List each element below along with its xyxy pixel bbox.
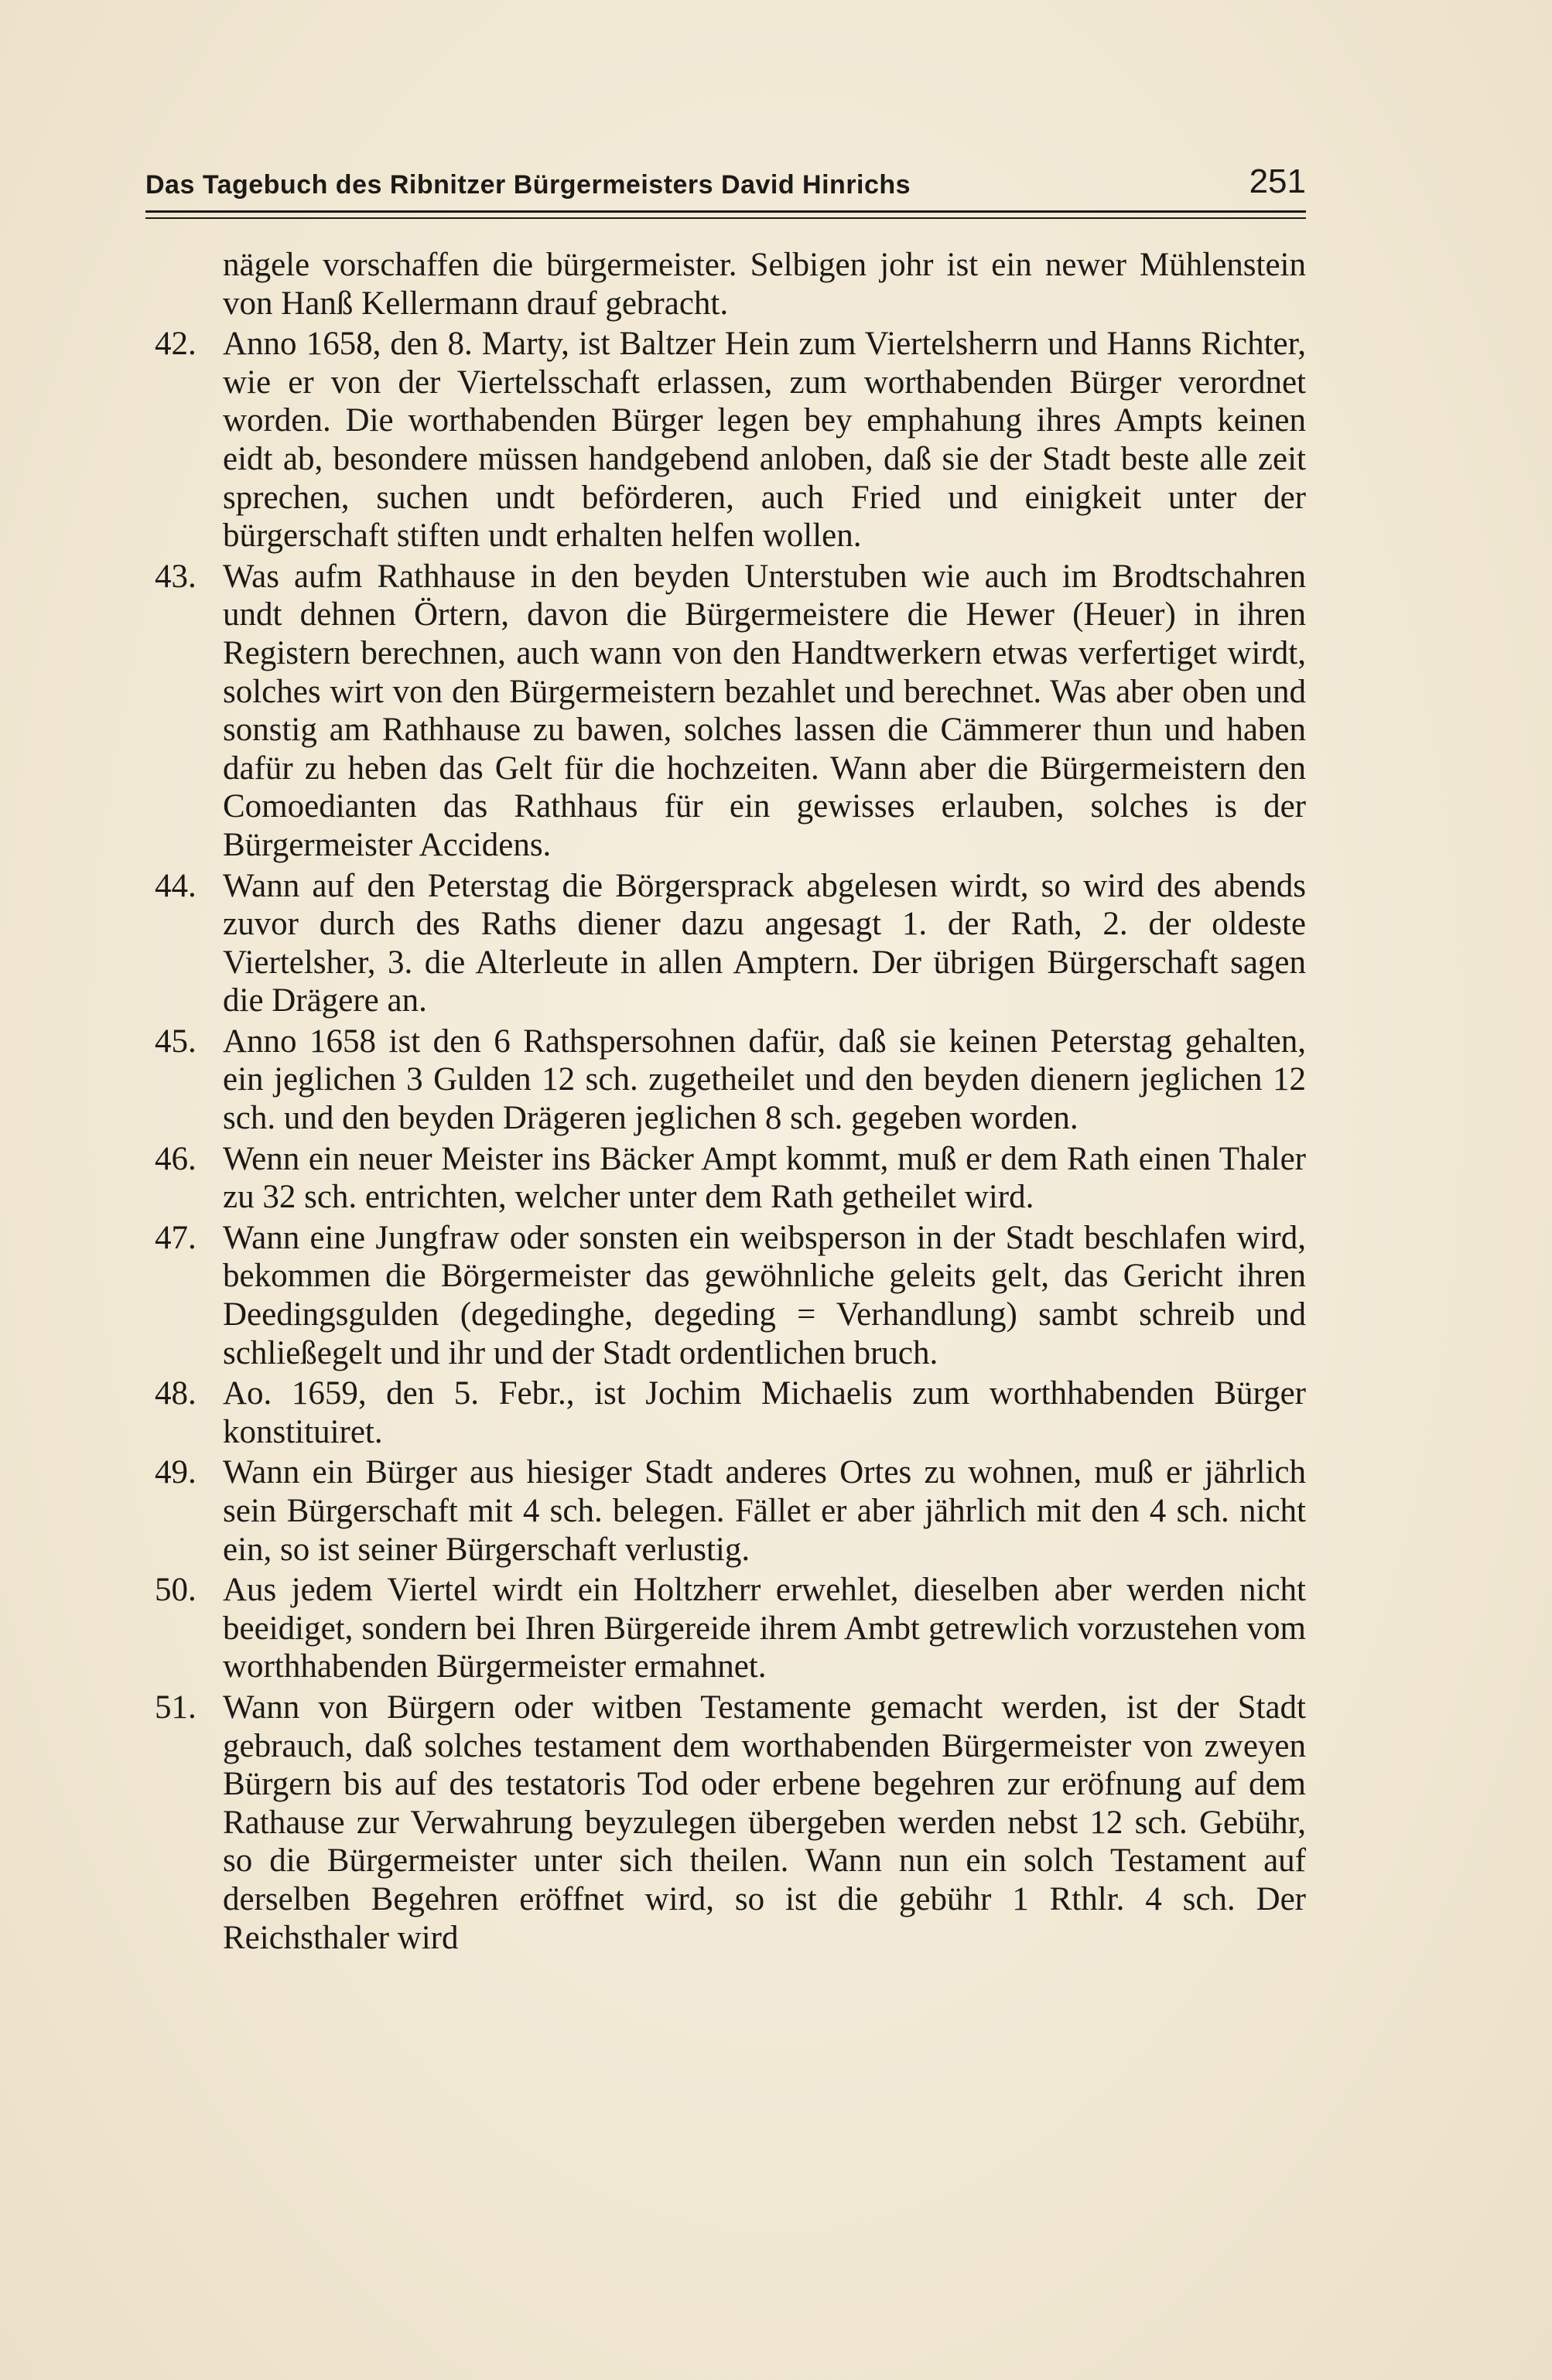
entry-48 — [155, 1374, 1306, 1451]
entry-text: Wenn ein neuer Meister ins Bäcker Ampt kommt, muß er dem Rath einen Thaler zu 32 sch. entrichten, welcher unter dem Rath getheilet wird. — [223, 1140, 1306, 1216]
page-number: 251 — [1249, 162, 1306, 200]
entry-text: Anno 1658 ist den 6 Rathspersohnen dafür, daß sie keinen Peterstag gehalten, ein jeglichen 3 Gulden 12 sch. zugetheilet und den beyden dienern jeglichen 12 sch. und den beyden Drägeren jeglichen 8 sch. gegeben worden. — [223, 1023, 1306, 1137]
entry-43 — [155, 558, 1306, 865]
entry-47 — [155, 1219, 1306, 1372]
entry-number: 45. — [155, 1023, 197, 1060]
entry-number: 46. — [155, 1140, 197, 1177]
entry-number: 43. — [155, 558, 197, 595]
entry-number: 44. — [155, 867, 197, 904]
entry-46 — [155, 1140, 1306, 1217]
entry-text: Aus jedem Viertel wirdt ein Holtzherr erwehlet, dieselben aber werden nicht beeidiget, sondern bei Ihren Bürgereide ihrem Ambt getrewlich vorzustehen vom worthhabenden Bürgermeister ermahnet. — [223, 1572, 1306, 1685]
entry-number: 48. — [155, 1375, 197, 1412]
entry-text: Was aufm Rathhause in den beyden Unterstuben wie auch im Brodtschahren undt dehnen Örtern, davon die Bürgermeistere die Hewer (Heuer) in ihren Registern berechnen, auch wann von den Handtwerkern etwas verfertiget wirdt, solches wirt von den Bürgermeistern bezahlet und berechnet. Was aber oben und sonstig am Rathhause zu bawen, solches lassen die Cämmerer thun und haben dafür zu heben das Gelt für die hochzeiten. Wann aber die Bürgermeistern den Comoedianten das Rathhaus für ein gewisses erlauben, solches is der Bürgermeister Accidens. — [223, 558, 1306, 863]
entry-44 — [155, 867, 1306, 1020]
entry-number: 42. — [155, 326, 197, 363]
entry-number: 50. — [155, 1572, 197, 1609]
entry-number: 49. — [155, 1454, 197, 1491]
entry-text: Wann eine Jungfraw oder sonsten ein weibsperson in der Stadt beschlafen wird, bekommen die Börgermeister das gewöhnliche geleits gelt, das Gericht ihren Deedingsgulden (degedinghe, degeding = Verhandlung) sambt schreib und schließegelt und ihr und der Stadt ordentlichen bruch. — [223, 1219, 1306, 1371]
entry-49 — [155, 1453, 1306, 1569]
header-rule-top — [145, 210, 1306, 213]
entry-text: Wann auf den Peterstag die Börgersprack abgelesen wirdt, so wird des abends zuvor durch des Raths diener dazu angesagt 1. der Rath, 2. der oldeste Viertelsher, 3. die Alterleute in allen Amptern. Der übrigen Bürgerschaft sagen die Drägere an. — [223, 867, 1306, 1019]
entry-51 — [155, 1689, 1306, 1957]
continuation-paragraph: nägele vorschaffen die bürgermeister. Selbigen johr ist ein newer Mühlenstein von Hanß Kellermann drauf gebracht. — [223, 247, 1306, 322]
entry-number: 51. — [155, 1689, 197, 1726]
entry-text: Anno 1658, den 8. Marty, ist Baltzer Hein zum Viertelsherrn und Hanns Richter, wie er von der Viertelsschaft erlassen, zum worthabenden Bürger verordnet worden. Die worthabenden Bürger legen bey emphahung ihres Ampts keinen eidt ab, besondere müssen handgebend anloben, daß sie der Stadt beste alle zeit sprechen, suchen undt beförderen, auch Fried und einigkeit unter der bürgerschaft stiften undt erhalten helfen wollen. — [223, 326, 1306, 555]
entry-42 — [155, 325, 1306, 555]
entry-45 — [155, 1023, 1306, 1138]
entry-number: 47. — [155, 1219, 197, 1256]
running-title: Das Tagebuch des Ribnitzer Bürgermeisters David Hinrichs — [145, 170, 911, 200]
entry-text: Wann ein Bürger aus hiesiger Stadt anderes Ortes zu wohnen, muß er jährlich sein Bürgerschaft mit 4 sch. belegen. Fället er aber jährlich mit den 4 sch. nicht ein, so ist seiner Bürgerschaft verlustig. — [223, 1454, 1306, 1568]
body-text — [155, 246, 1306, 1957]
header-rule-bottom — [145, 217, 1306, 219]
entry-50 — [155, 1571, 1306, 1686]
running-head — [145, 159, 1306, 213]
entry-text: Ao. 1659, den 5. Febr., ist Jochim Michaelis zum worthhabenden Bürger konstituiret. — [223, 1375, 1306, 1450]
entry-text: Wann von Bürgern oder witben Testamente gemacht werden, ist der Stadt gebrauch, daß solches testament dem worthabenden Bürgermeister von zweyen Bürgern bis auf des testatoris Tod oder erbene begehren zur eröfnung auf dem Rathause zur Verwahrung beyzulegen übergeben werden nebst 12 sch. Gebühr, so die Bürgermeister unter sich theilen. Wann nun ein solch Testament auf derselben Begehren eröffnet wird, so ist die gebühr 1 Rthlr. 4 sch. Der Reichsthaler wird — [223, 1689, 1306, 1956]
